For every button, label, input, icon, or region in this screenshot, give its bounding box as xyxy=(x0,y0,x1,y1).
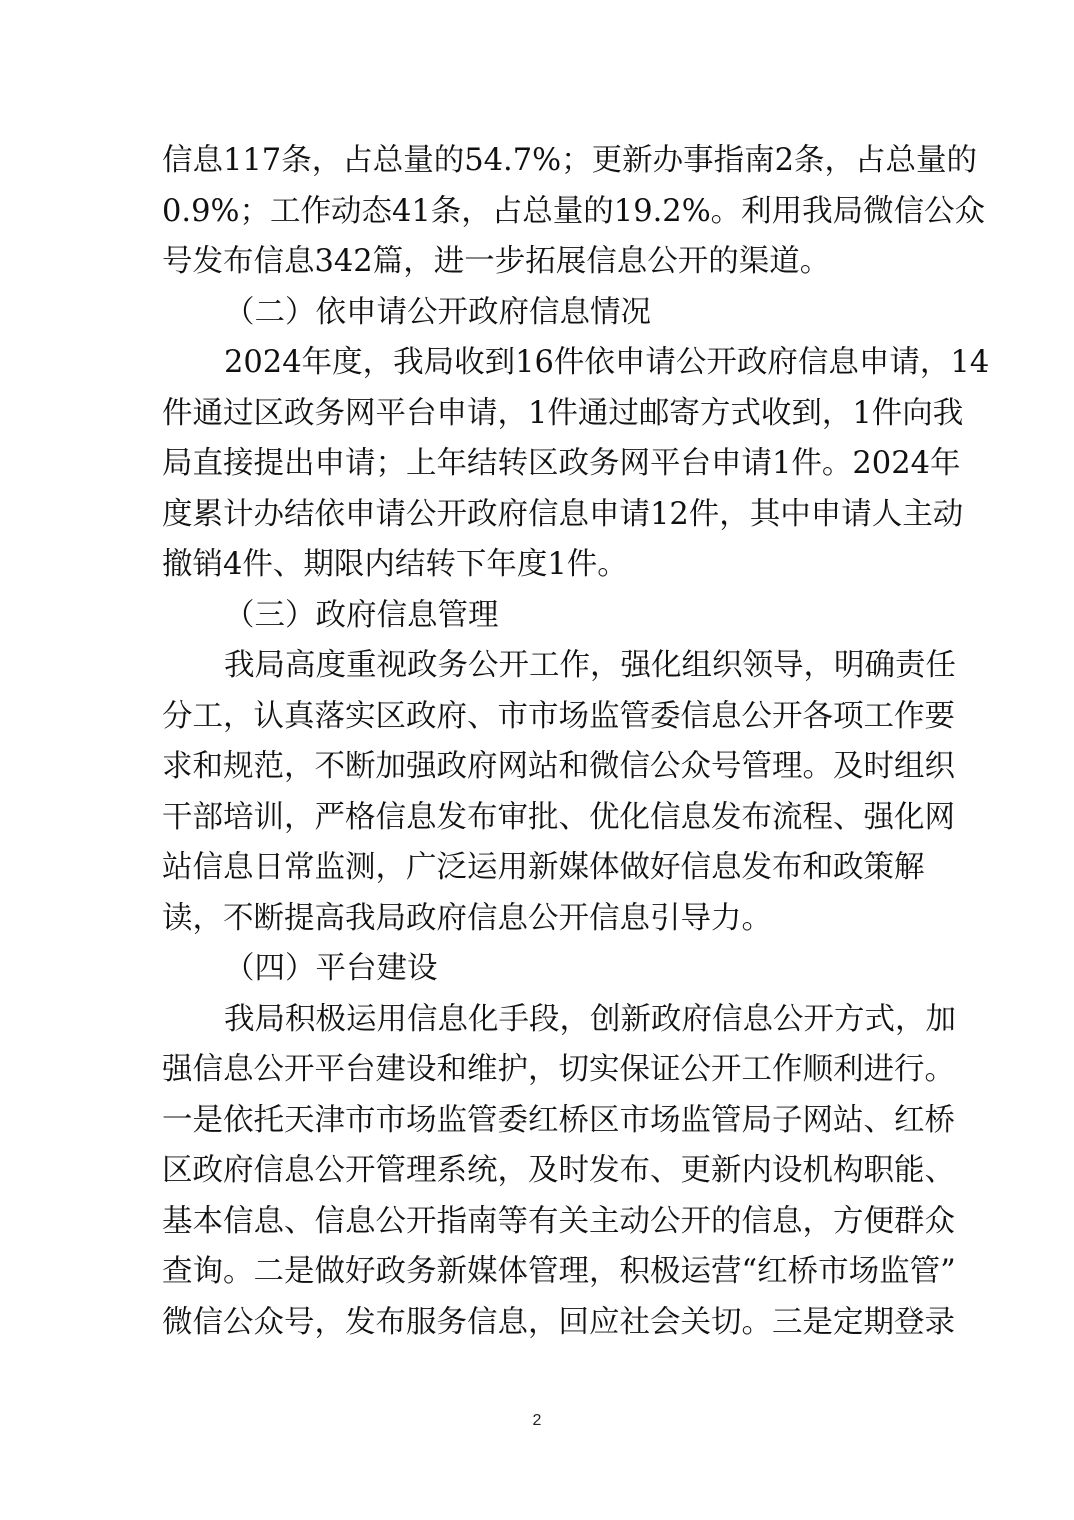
page-number: 2 xyxy=(532,1412,542,1429)
section-heading-2: （二）依申请公开政府信息情况 xyxy=(224,294,651,330)
body-line: 基本信息、信息公开指南等有关主动公开的信息，方便群众 xyxy=(162,1203,955,1239)
body-line: 读，不断提高我局政府信息公开信息引导力。 xyxy=(162,900,772,936)
section-heading-3: （三）政府信息管理 xyxy=(224,597,499,633)
document-body xyxy=(162,136,990,1348)
body-line: 撤销4件、期限内结转下年度1件。 xyxy=(162,547,628,582)
body-line: 度累计办结依申请公开政府信息申请12件，其中申请人主动 xyxy=(162,496,964,532)
body-line: 区政府信息公开管理系统，及时发布、更新内设机构职能、 xyxy=(162,1153,955,1188)
body-line: 2024年度，我局收到16件依申请公开政府信息申请，14 xyxy=(224,345,990,380)
body-line: 强信息公开平台建设和维护，切实保证公开工作顺利进行。 xyxy=(162,1052,955,1087)
body-line: 我局高度重视政务公开工作，强化组织领导，明确责任 xyxy=(224,648,956,683)
body-line: 站信息日常监测，广泛运用新媒体做好信息发布和政策解 xyxy=(162,850,925,885)
body-line: 微信公众号，发布服务信息，回应社会关切。三是定期登录 xyxy=(162,1304,955,1340)
body-line: 我局积极运用信息化手段，创新政府信息公开方式，加 xyxy=(224,1001,956,1037)
body-line: 分工，认真落实区政府、市市场监管委信息公开各项工作要 xyxy=(162,698,955,734)
body-line: 查询。二是做好政务新媒体管理，积极运营“红桥市场监管” xyxy=(162,1254,956,1289)
body-line: 号发布信息342篇，进一步拓展信息公开的渠道。 xyxy=(162,244,831,279)
body-line: 干部培训，严格信息发布审批、优化信息发布流程、强化网 xyxy=(162,799,955,835)
body-line: 求和规范，不断加强政府网站和微信公众号管理。及时组织 xyxy=(162,749,955,784)
body-line: 一是依托天津市市场监管委红桥区市场监管局子网站、红桥 xyxy=(162,1102,955,1138)
body-line: 0.9%；工作动态41条，占总量的19.2%。利用我局微信公众 xyxy=(162,193,986,229)
body-line: 局直接提出申请；上年结转区政务网平台申请1件。2024年 xyxy=(162,446,961,481)
body-line: 件通过区政务网平台申请，1件通过邮寄方式收到，1件向我 xyxy=(162,395,964,431)
section-heading-4: （四）平台建设 xyxy=(224,951,438,986)
body-line: 信息117条，占总量的54.7%；更新办事指南2条，占总量的 xyxy=(162,143,978,178)
